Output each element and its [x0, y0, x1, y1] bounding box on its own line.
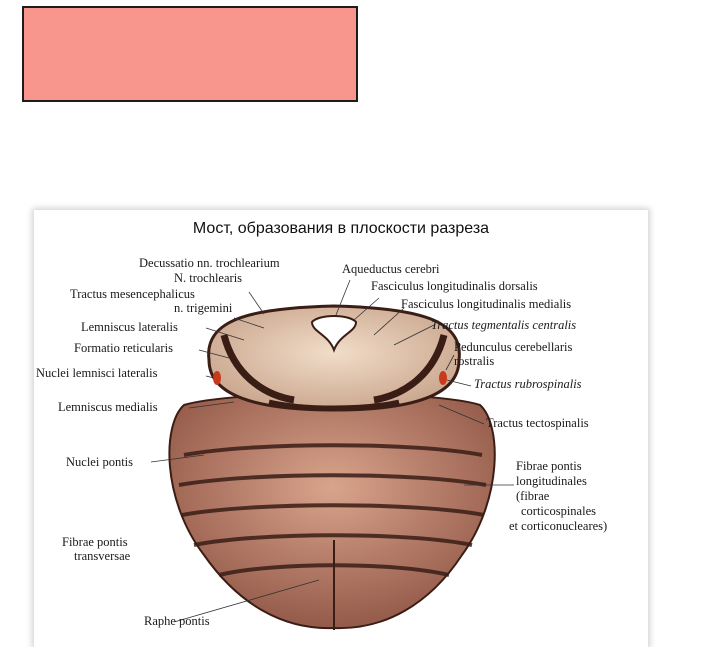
label-aqueductus: Aqueductus cerebri: [342, 262, 440, 276]
diagram-panel: [34, 210, 648, 647]
label-fibrae-long-1: Fibrae pontis: [516, 459, 582, 473]
label-lemniscus-medialis: Lemniscus medialis: [58, 400, 158, 414]
label-pedunculus-2: rostralis: [454, 354, 495, 368]
label-pedunculus-1: Pedunculus cerebellaris: [454, 340, 573, 354]
label-n-trigemini: n. trigemini: [174, 301, 233, 315]
label-decussatio: Decussatio nn. trochlearium: [139, 256, 280, 270]
label-fasc-medialis: Fasciculus longitudinalis medialis: [401, 297, 572, 311]
label-tractus-tegmentalis: Tractus tegmentalis centralis: [431, 318, 577, 332]
label-formatio-reticularis: Formatio reticularis: [74, 341, 173, 355]
label-n-trochlearis: N. trochlearis: [174, 271, 243, 285]
label-fasc-dorsalis: Fasciculus longitudinalis dorsalis: [371, 279, 538, 293]
label-tractus-mesencephalicus: Tractus mesencephalicus: [70, 287, 195, 301]
label-nuclei-pontis: Nuclei pontis: [66, 455, 134, 469]
label-fibrae-long-4: corticospinales: [521, 504, 596, 518]
red-placeholder-box: [22, 6, 358, 102]
label-fibrae-long-5: et corticonucleares): [509, 519, 608, 533]
label-tractus-rubrospinalis: Tractus rubrospinalis: [474, 377, 582, 391]
label-fibrae-transversae-1: Fibrae pontis: [62, 535, 128, 549]
label-lemniscus-lateralis: Lemniscus lateralis: [81, 320, 178, 334]
label-fibrae-long-2: longitudinales: [516, 474, 587, 488]
label-raphe-pontis: Raphe pontis: [144, 614, 210, 628]
label-nuclei-lemnisci: Nuclei lemnisci lateralis: [36, 366, 158, 380]
diagram-title: Мост, образования в плоскости разреза: [192, 220, 490, 237]
label-fibrae-long-3: (fibrae: [516, 489, 550, 503]
label-tractus-tectospinalis: Tractus tectospinalis: [486, 416, 589, 430]
label-fibrae-transversae-2: transversae: [74, 549, 131, 563]
